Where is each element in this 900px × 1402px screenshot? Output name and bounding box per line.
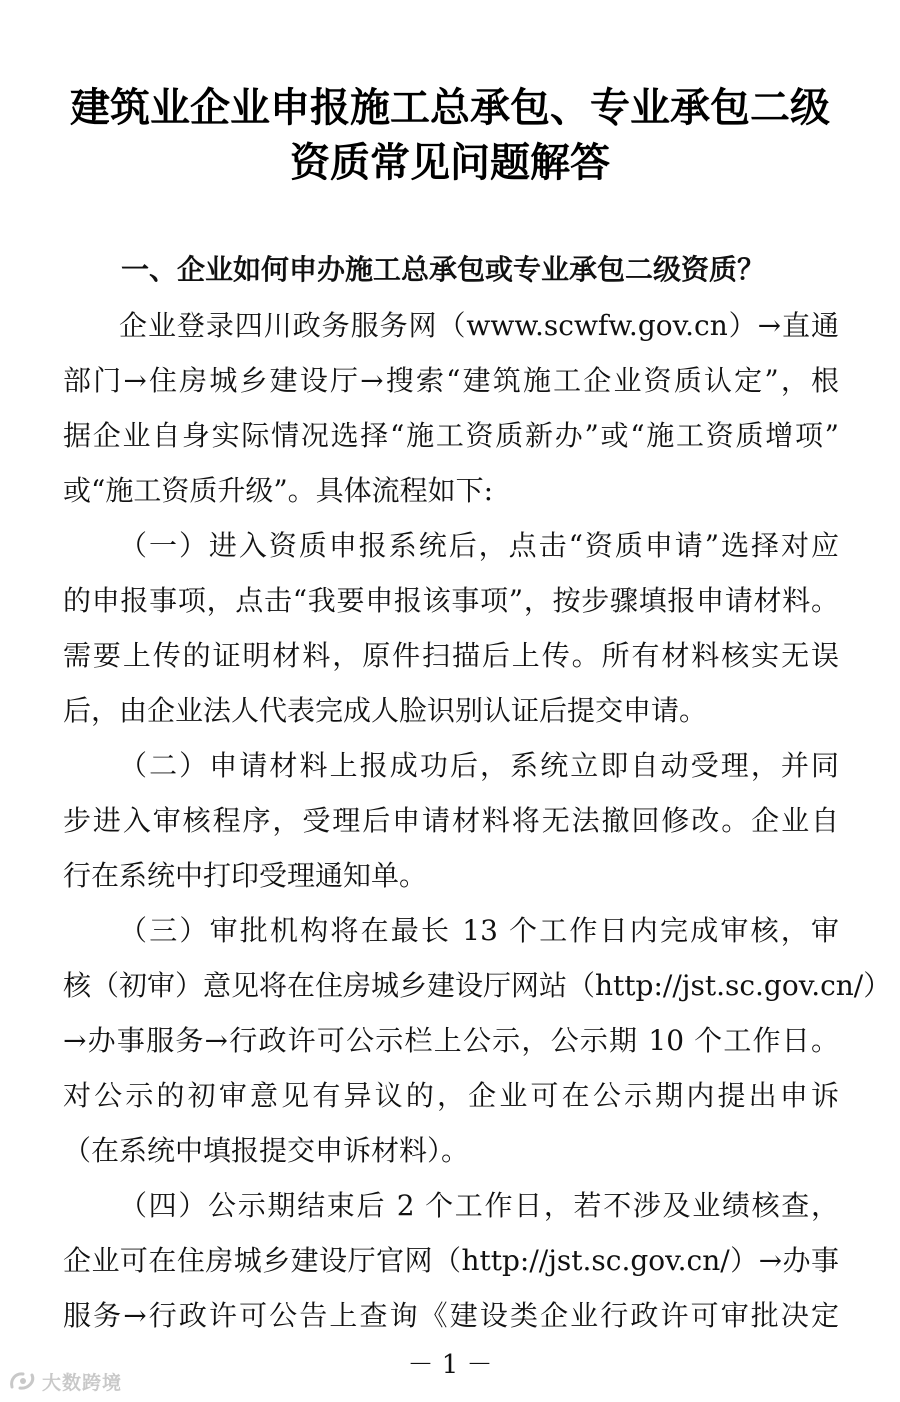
body-line: 企业登录四川政务服务网（www.scwfw.gov.cn）→直通 bbox=[119, 309, 839, 342]
body-line: →办事服务→行政许可公示栏上公示，公示期 10 个工作日。 bbox=[63, 1024, 839, 1057]
body-line: 或“施工资质升级”。具体流程如下: bbox=[63, 474, 494, 507]
body-line: （三）审批机构将在最长 13 个工作日内完成审核，审 bbox=[119, 914, 839, 947]
watermark bbox=[8, 1366, 122, 1396]
body-line: 企业可在住房城乡建设厅官网（http://jst.sc.gov.cn/）→办事 bbox=[63, 1244, 839, 1277]
body-line: 服务→行政许可公告上查询《建设类企业行政许可审批决定 bbox=[63, 1299, 839, 1332]
body-line: 据企业自身实际情况选择“施工资质新办”或“施工资质增项” bbox=[63, 419, 839, 452]
body-line: （一）进入资质申报系统后，点击“资质申请”选择对应 bbox=[119, 529, 839, 562]
body-line: （二）申请材料上报成功后，系统立即自动受理，并同 bbox=[119, 749, 839, 782]
brand-logo-icon bbox=[8, 1369, 38, 1393]
section-heading: 一、企业如何申办施工总承包或专业承包二级资质？ bbox=[121, 253, 766, 286]
document-title-line-2: 资质常见问题解答 bbox=[290, 140, 610, 186]
body-line: 步进入审核程序，受理后申请材料将无法撤回修改。企业自 bbox=[63, 804, 839, 837]
body-line: 核（初审）意见将在住房城乡建设厅网站（http://jst.sc.gov.cn/） bbox=[63, 969, 892, 1002]
body-line: 对公示的初审意见有异议的，企业可在公示期内提出申诉 bbox=[63, 1079, 839, 1112]
body-line: 行在系统中打印受理通知单。 bbox=[63, 859, 428, 892]
body-line: 需要上传的证明材料，原件扫描后上传。所有材料核实无误 bbox=[63, 639, 839, 672]
body-line: 的申报事项，点击“我要申报该事项”，按步骤填报申请材料。 bbox=[63, 584, 839, 617]
page-number: － 1 － bbox=[407, 1350, 493, 1380]
body-line: （四）公示期结束后 2 个工作日，若不涉及业绩核查， bbox=[119, 1189, 839, 1222]
body-line: 部门→住房城乡建设厅→搜索“建筑施工企业资质认定”，根 bbox=[63, 364, 839, 397]
watermark-text: 大数跨境 bbox=[42, 1371, 123, 1394]
document-title-line-1: 建筑业企业申报施工总承包、专业承包二级 bbox=[70, 85, 830, 131]
body-line: 后，由企业法人代表完成人脸识别认证后提交申请。 bbox=[63, 694, 708, 727]
body-line: （在系统中填报提交申诉材料）。 bbox=[63, 1134, 470, 1167]
